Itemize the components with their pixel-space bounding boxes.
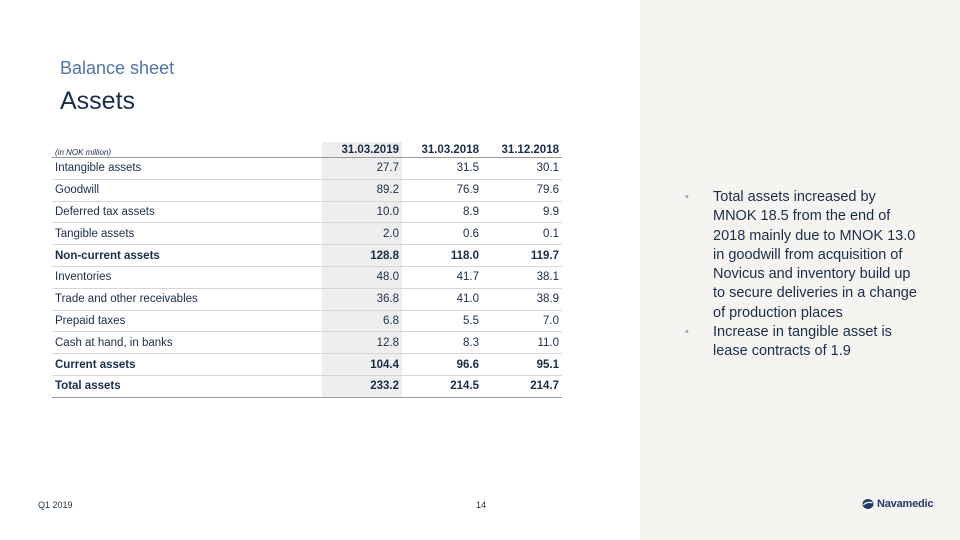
list-item: [680, 323, 920, 362]
table-row: [52, 332, 562, 354]
subtotal-row: [52, 354, 562, 376]
cell-value: 104.4: [322, 354, 402, 376]
column-header: 31.03.2018: [402, 142, 482, 158]
table-row: [52, 179, 562, 201]
page-title: Assets: [60, 87, 136, 115]
section-subtitle: Balance sheet: [60, 58, 175, 78]
cell-value: 96.6: [402, 354, 482, 376]
row-label: Inventories: [52, 266, 322, 288]
bullet-icon: •: [685, 326, 689, 339]
row-label: Goodwill: [52, 179, 322, 201]
cell-value: 119.7: [482, 245, 562, 267]
cell-value: 27.7: [322, 158, 402, 180]
column-header: 31.12.2018: [482, 142, 562, 158]
unit-label: (in NOK million): [52, 142, 322, 158]
cell-value: 41.0: [402, 288, 482, 310]
table-row: [52, 310, 562, 332]
cell-value: 12.8: [322, 332, 402, 354]
page-number: 14: [476, 500, 487, 510]
cell-value: 8.3: [402, 332, 482, 354]
cell-value: 128.8: [322, 245, 402, 267]
cell-value: 11.0: [482, 332, 562, 354]
company-logo: [862, 498, 933, 510]
cell-value: 10.0: [322, 201, 402, 223]
subtotal-row: [52, 245, 562, 267]
cell-value: 233.2: [322, 375, 402, 397]
row-label: Total assets: [52, 375, 322, 397]
bullet-icon: •: [685, 191, 689, 203]
cell-value: 38.9: [482, 288, 562, 310]
cell-value: 6.8: [322, 310, 402, 332]
cell-value: 8.9: [402, 201, 482, 223]
cell-value: 118.0: [402, 245, 482, 267]
table-row: [52, 266, 562, 288]
table-row: [52, 223, 562, 245]
total-row: [52, 375, 562, 397]
list-item: [680, 188, 920, 323]
logo-mark-icon: [862, 498, 874, 510]
cell-value: 38.1: [482, 266, 562, 288]
cell-value: 31.5: [402, 158, 482, 180]
row-label: Prepaid taxes: [52, 310, 322, 332]
footer-period: Q1 2019: [38, 500, 73, 510]
row-label: Tangible assets: [52, 223, 322, 245]
row-label: Non-current assets: [52, 245, 322, 267]
table-row: [52, 201, 562, 223]
cell-value: 48.0: [322, 266, 402, 288]
row-label: Intangible assets: [52, 158, 322, 180]
cell-value: 95.1: [482, 354, 562, 376]
cell-value: 79.6: [482, 179, 562, 201]
table-row: [52, 288, 562, 310]
row-label: Deferred tax assets: [52, 201, 322, 223]
table-row: [52, 158, 562, 180]
cell-value: 0.6: [402, 223, 482, 245]
cell-value: 41.7: [402, 266, 482, 288]
commentary-list: [680, 188, 920, 362]
row-label: Cash at hand, in banks: [52, 332, 322, 354]
cell-value: 89.2: [322, 179, 402, 201]
logo-text: Navamedic: [877, 498, 934, 510]
column-header: 31.03.2019: [322, 142, 402, 158]
cell-value: 214.5: [402, 375, 482, 397]
bullet-text: Total assets increased by MNOK 18.5 from the end of 2018 mainly due to MNOK 13.0 in goodwill from acquisition of Novicus and inventory build up to secure deliveries in a change of production places: [713, 189, 917, 321]
cell-value: 76.9: [402, 179, 482, 201]
cell-value: 0.1: [482, 223, 562, 245]
cell-value: 30.1: [482, 158, 562, 180]
cell-value: 36.8: [322, 288, 402, 310]
cell-value: 2.0: [322, 223, 402, 245]
row-label: Trade and other receivables: [52, 288, 322, 310]
bullet-text: Increase in tangible asset is lease contracts of 1.9: [713, 324, 892, 360]
cell-value: 214.7: [482, 375, 562, 397]
cell-value: 7.0: [482, 310, 562, 332]
assets-table: [52, 142, 562, 398]
row-label: Current assets: [52, 354, 322, 376]
table-header-row: [52, 142, 562, 158]
cell-value: 9.9: [482, 201, 562, 223]
cell-value: 5.5: [402, 310, 482, 332]
